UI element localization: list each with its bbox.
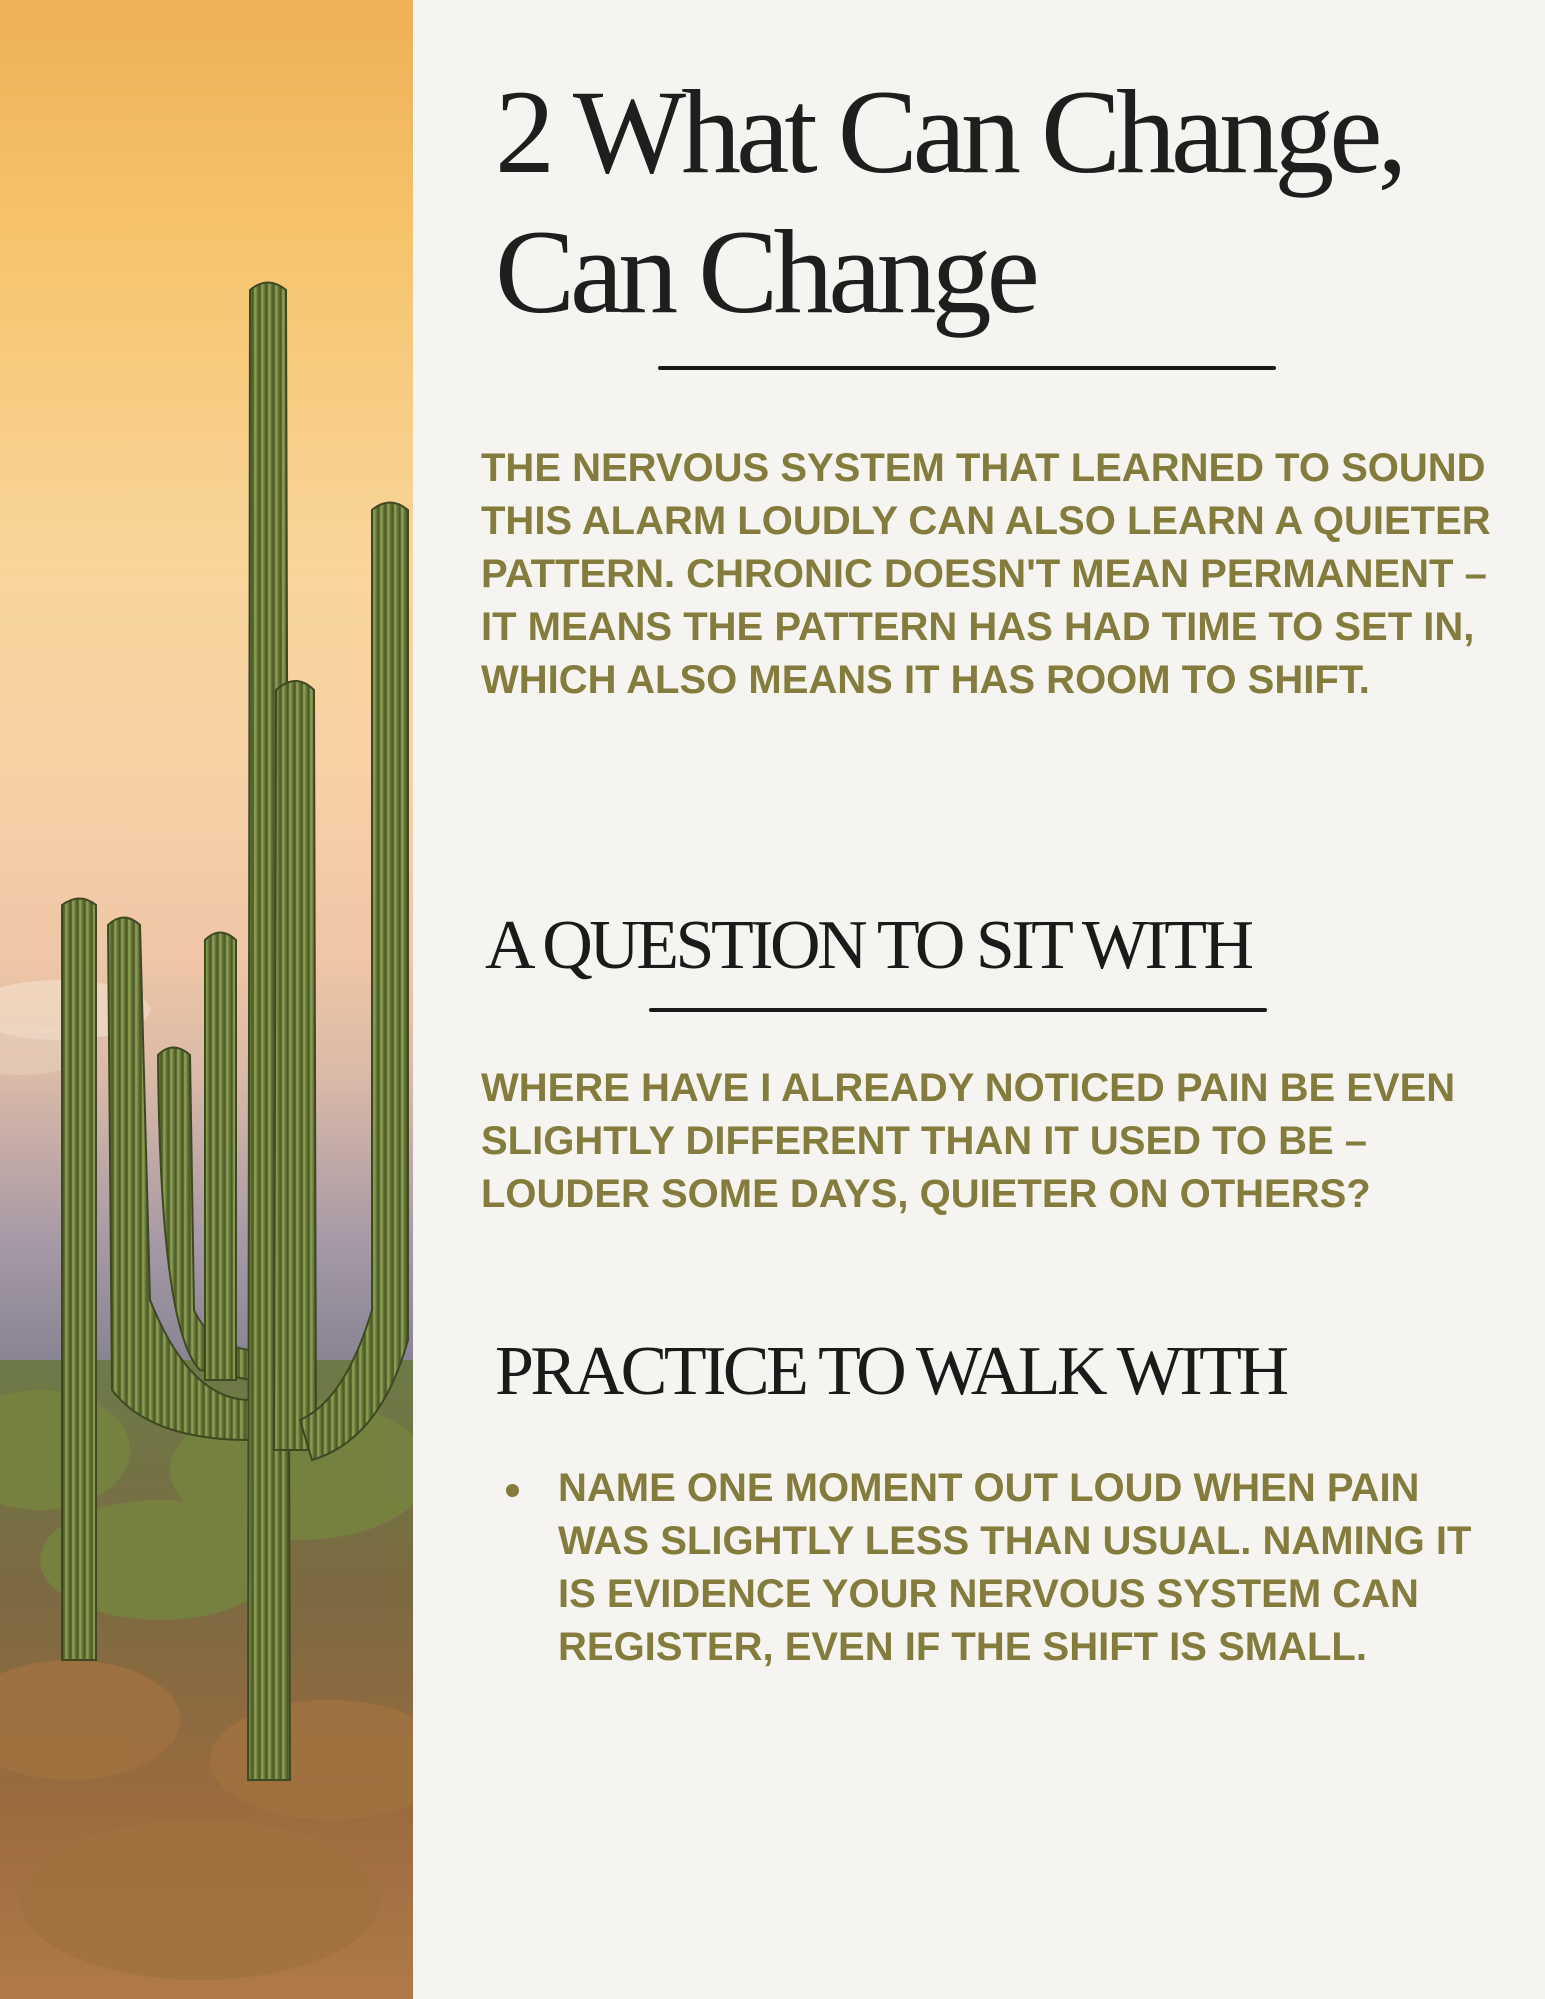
intro-paragraph: THE NERVOUS SYSTEM THAT LEARNED TO SOUND THIS ALARM LOUDLY CAN ALSO LEARN A QUIETER PATTERN. CHRONIC DOESN'T MEAN PERMANENT – IT MEANS THE PATTERN HAS HAD TIME TO SET IN, WHICH ALSO MEANS IT HAS ROOM TO SHIFT. <box>481 446 1491 702</box>
page-title: 2 What Can Change, Can Change <box>495 65 1403 338</box>
saguaro-cactus-photo <box>0 0 413 1999</box>
question-divider <box>649 1008 1267 1012</box>
practice-heading: PRACTICE TO WALK WITH <box>495 1333 1286 1410</box>
content-panel <box>413 0 1545 1999</box>
question-paragraph: WHERE HAVE I ALREADY NOTICED PAIN BE EVEN SLIGHTLY DIFFERENT THAN IT USED TO BE – LOUDER SOME DAYS, QUIETER ON OTHERS? <box>481 1066 1456 1216</box>
practice-item <box>558 1462 1518 1674</box>
title-divider <box>658 366 1276 370</box>
practice-item-text: NAME ONE MOMENT OUT LOUD WHEN PAIN WAS SLIGHTLY LESS THAN USUAL. NAMING IT IS EVIDENCE YOUR NERVOUS SYSTEM CAN REGISTER, EVEN IF THE SHIFT IS SMALL. <box>558 1466 1472 1669</box>
question-heading: A QUESTION TO SIT WITH <box>485 907 1251 984</box>
practice-list <box>558 1462 1518 1674</box>
bullet-icon <box>506 1484 519 1497</box>
